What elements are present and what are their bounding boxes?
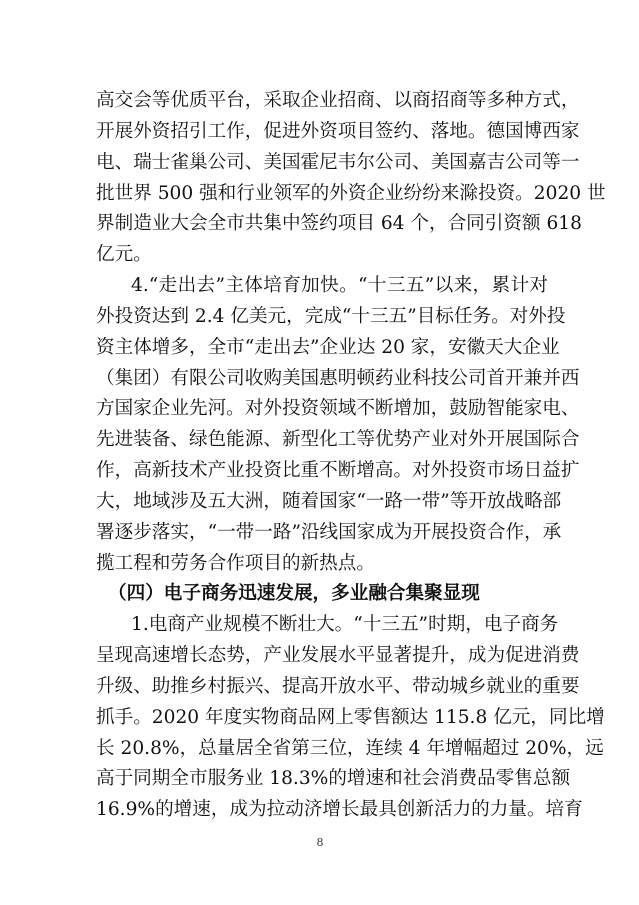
text-line: 升级、助推乡村振兴、提高开放水平、带动城乡就业的重要 [96, 675, 580, 697]
text-line: 电、瑞士雀巢公司、美国霍尼韦尔公司、美国嘉吉公司等一 [96, 151, 580, 173]
text-line: 高于同期全市服务业 18.3%的增速和社会消费品零售总额 [96, 768, 571, 790]
text-line: （集团）有限公司收购美国惠明顿药业科技公司首开兼并西 [96, 367, 580, 389]
text-line: 开展外资招引工作，促进外资项目签约、落地。德国博西家 [96, 120, 580, 142]
text-line: 长 20.8%，总量居全省第三位，连续 4 年增幅超过 20%，远 [96, 737, 604, 759]
page-number: 8 [316, 836, 324, 849]
text-line: 外投资达到 2.4 亿美元，完成“十三五”目标任务。对外投 [96, 305, 566, 327]
text-line: 署逐步落实，“一带一路”沿线国家成为开展投资合作，承 [96, 521, 562, 543]
section-heading: （四）电子商务迅速发展，多业融合集聚显现 [108, 583, 480, 605]
text-line: 高交会等优质平台，采取企业招商、以商招商等多种方式， [96, 90, 580, 111]
paragraph-start-line: 1.电商产业规模不断壮大。“十三五”时期，电子商务 [131, 614, 559, 636]
text-line: 界制造业大会全市共集中签约项目 64 个，合同引资额 618 [96, 213, 582, 235]
text-line: 作，高新技术产业投资比重不断增高。对外投资市场日益扩 [96, 460, 580, 481]
text-line: 呈现高速增长态势，产业发展水平显著提升，成为促进消费 [96, 645, 580, 666]
text-line: 抓手。2020 年度实物商品网上零售额达 115.8 亿元，同比增 [96, 706, 605, 728]
text-line: 批世界 500 强和行业领军的外资企业纷纷来滁投资。2020 世 [96, 182, 606, 204]
text-line: 方国家企业先河。对外投资领域不断增加，鼓励智能家电、 [96, 398, 580, 420]
text-line: 揽工程和劳务合作项目的新热点。 [96, 552, 375, 574]
text-line: 先进装备、绿色能源、新型化工等优势产业对外开展国际合 [96, 429, 580, 451]
text-line: 16.9%的增速，成为拉动济增长最具创新活力的力量。培育 [96, 799, 583, 821]
text-line: 资主体增多，全市“走出去”企业达 20 家，安徽天大企业 [96, 336, 560, 358]
paragraph-start-line: 4.“走出去”主体培育加快。“十三五”以来，累计对 [131, 275, 548, 296]
text-line: 亿元。 [96, 244, 152, 266]
text-line: 大，地域涉及五大洲，随着国家“一路一带”等开放战略部 [96, 490, 562, 512]
